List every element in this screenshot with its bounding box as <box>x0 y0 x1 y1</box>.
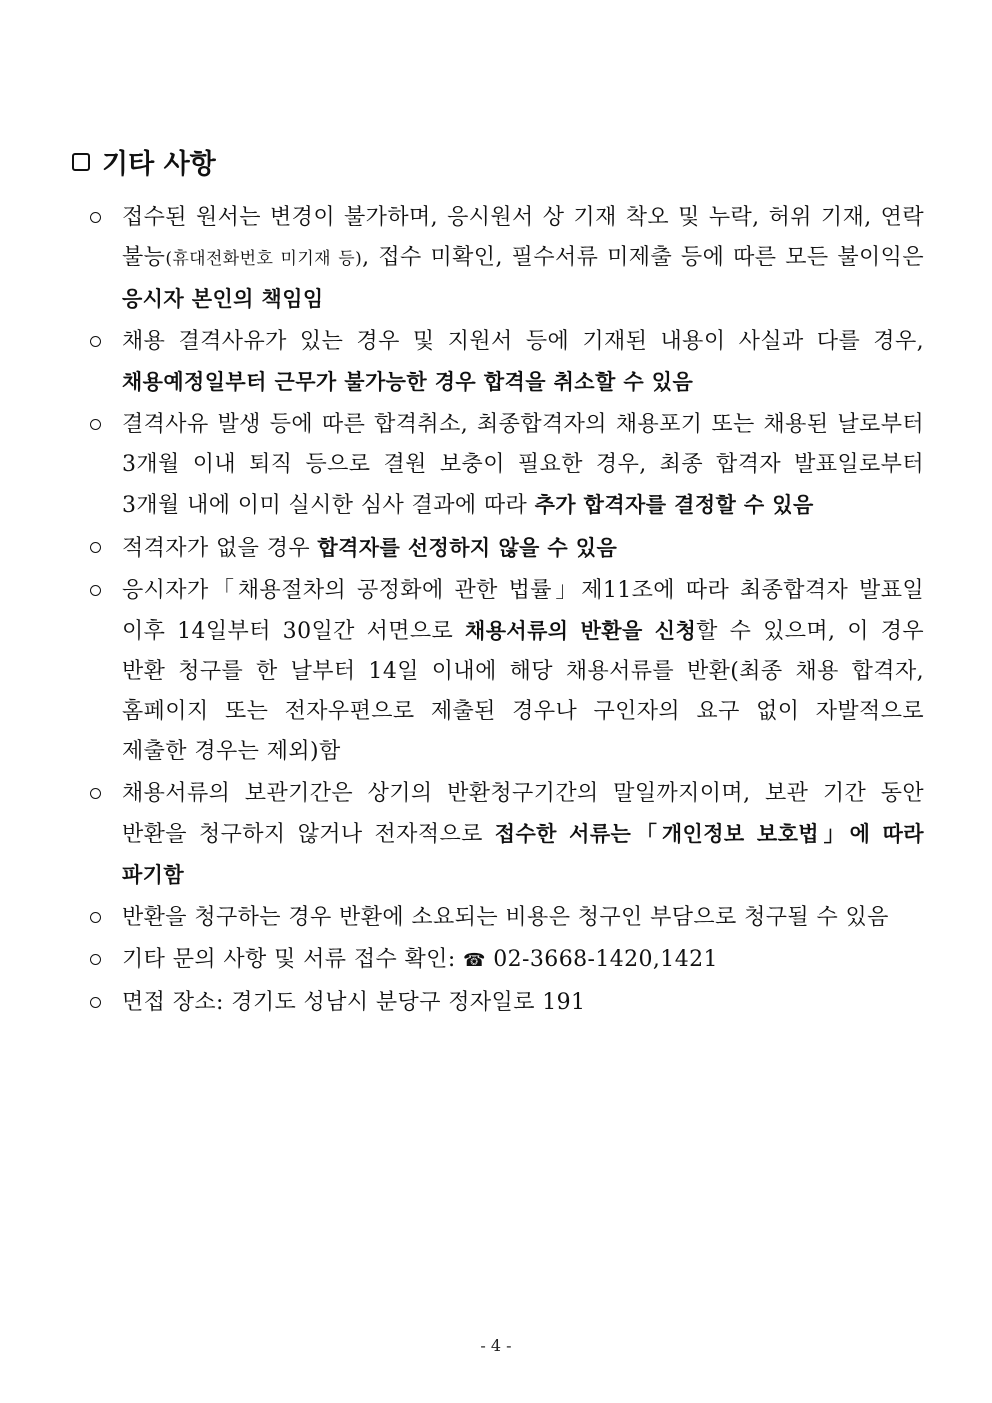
circle-bullet-icon <box>90 788 101 799</box>
list-item-text <box>122 898 924 938</box>
list-item-text <box>122 983 924 1023</box>
checkbox-square-icon <box>72 153 90 171</box>
list-item-text <box>122 940 924 981</box>
circle-bullet-icon <box>90 912 101 923</box>
circle-bullet-icon <box>90 954 101 965</box>
emphasis-text: 채용서류의 반환을 신청 <box>465 619 697 643</box>
body-text: 할 수 있으며, 이 경우 반환 청구를 한 날부터 14일 이내에 해당 채용서류를 반환(최종 채용 합격자, 홈페이지 또는 전자우편으로 제출된 경우나 구인자의 요구 없이 자발적으로 제출한 경우는 제외)함 <box>122 619 924 764</box>
list-item <box>86 528 924 569</box>
circle-bullet-icon <box>90 585 101 596</box>
body-text: 접수된 원서는 변경이 불가하며, 응시원서 상 기재 착오 및 누락, 허위 기재, 연락 불능 <box>122 205 924 270</box>
list-item <box>86 898 924 938</box>
list-item <box>86 322 924 403</box>
body-text: , 접수 미확인, 필수서류 미제출 등에 따른 모든 불이익은 <box>362 245 924 270</box>
body-text: 채용서류의 보관기간은 상기의 반환청구기간의 말일까지이며, 보관 기간 동안 반환을 청구하지 않거나 전자적으로 <box>122 781 924 847</box>
body-text: 기타 문의 사항 및 서류 접수 확인: <box>122 947 464 972</box>
list-item-text <box>122 198 924 320</box>
body-text: 채용 결격사유가 있는 경우 및 지원서 등에 기재된 내용이 사실과 다를 경우, <box>122 329 924 354</box>
list-item <box>86 198 924 320</box>
notice-list <box>86 198 924 1025</box>
body-text: 02-3668-1420,1421 <box>485 947 718 972</box>
section-heading <box>72 142 216 181</box>
list-item <box>86 405 924 526</box>
body-text: 반환을 청구하는 경우 반환에 소요되는 비용은 청구인 부담으로 청구될 수 있음 <box>122 905 889 930</box>
circle-bullet-icon <box>90 997 101 1008</box>
body-text: 응시자가「채용절차의 공정화에 관한 법률」제11조에 따라 최종합격자 발표일 이후 14일부터 30일간 서면으로 <box>122 578 924 644</box>
parenthetical-text: (휴대전화번호 미기재 등) <box>165 249 363 269</box>
circle-bullet-icon <box>90 336 101 347</box>
list-item-text <box>122 528 924 569</box>
list-item-text <box>122 774 924 896</box>
list-item <box>86 571 924 772</box>
phone-icon: ☎ <box>463 950 486 971</box>
body-text: 적격자가 없을 경우 <box>122 536 318 561</box>
list-item-text <box>122 571 924 772</box>
list-item-text <box>122 405 924 526</box>
list-item <box>86 774 924 896</box>
body-text: 결격사유 발생 등에 따른 합격취소, 최종합격자의 채용포기 또는 채용된 날로부터 3개월 이내 퇴직 등으로 결원 보충이 필요한 경우, 최종 합격자 발표일로부터 3개월 내에 이미 실시한 심사 결과에 따라 <box>122 412 924 518</box>
body-text: 면접 장소: 경기도 성남시 분당구 정자일로 191 <box>122 990 586 1015</box>
list-item <box>86 940 924 981</box>
emphasis-text: 접수한 서류는「개인정보 보호법」에 따라 파기함 <box>122 822 924 887</box>
emphasis-text: 응시자 본인의 책임임 <box>122 287 324 311</box>
circle-bullet-icon <box>90 212 101 223</box>
section-heading-label: 기타 사항 <box>102 149 216 180</box>
list-item-text <box>122 322 924 403</box>
emphasis-text: 합격자를 선정하지 않을 수 있음 <box>317 536 618 560</box>
circle-bullet-icon <box>90 542 101 553</box>
list-item <box>86 983 924 1023</box>
emphasis-text: 추가 합격자를 결정할 수 있음 <box>534 493 814 517</box>
page-number: - 4 - <box>480 1336 512 1355</box>
emphasis-text: 채용예정일부터 근무가 불가능한 경우 합격을 취소할 수 있음 <box>122 370 694 394</box>
circle-bullet-icon <box>90 419 101 430</box>
